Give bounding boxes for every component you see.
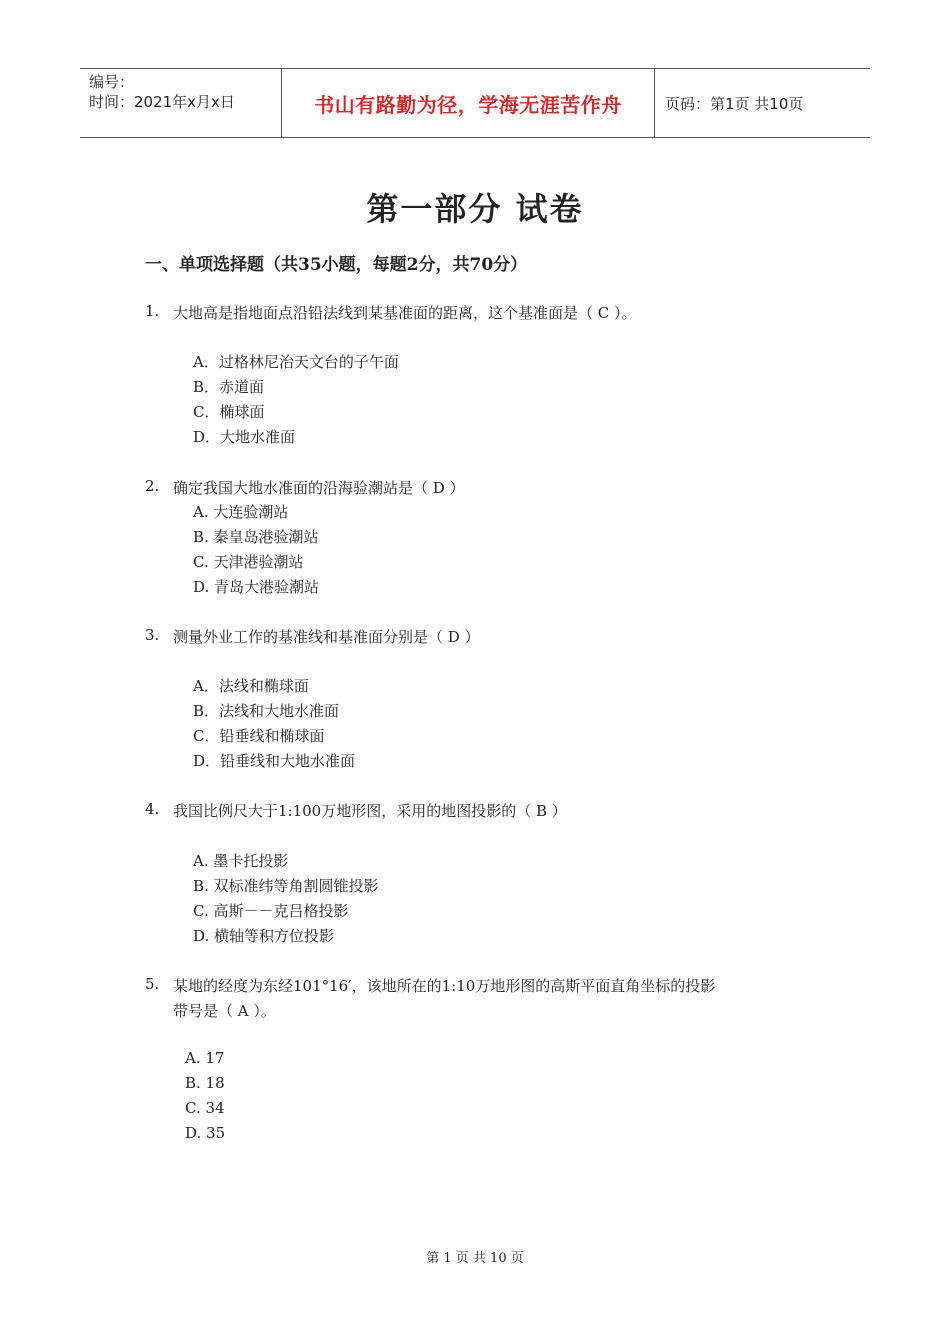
question-text: 测量外业工作的基准线和基准面分别是（ D ）: [173, 628, 480, 646]
option-d: D. 35: [185, 1124, 226, 1142]
question-number: 4.: [145, 800, 160, 818]
page-header: [80, 68, 870, 138]
option-d: D. 横轴等积方位投影: [193, 927, 335, 945]
question-number: 2.: [145, 477, 160, 495]
option-c: C. 34: [185, 1099, 225, 1117]
question-number: 1.: [145, 302, 160, 320]
code-label: 编号：: [89, 73, 135, 91]
option-b: B. 秦皇岛港验潮站: [193, 528, 319, 546]
page-title: 第一部分 试卷: [366, 190, 584, 228]
option-b: B. 18: [185, 1074, 225, 1092]
option-c: C. 天津港验潮站: [193, 553, 304, 571]
option-a: A. 墨卡托投影: [193, 852, 289, 870]
option-c: C．椭球面: [193, 403, 265, 421]
question-number: 3.: [145, 626, 160, 644]
option-c: C. 高斯－－克吕格投影: [193, 902, 349, 920]
option-d: D. 青岛大港验潮站: [193, 578, 320, 596]
section-heading: 一、单项选择题（共35小题，每题2分，共70分）: [145, 255, 528, 275]
question-3: [145, 626, 480, 646]
option-b: B．法线和大地水准面: [193, 702, 340, 720]
page-footer: 第 1 页 共 10 页: [426, 1251, 524, 1266]
header-page-info: 页码：第1页 共10页: [665, 94, 804, 113]
option-c: C．铅垂线和椭球面: [193, 727, 325, 745]
option-b: B. 双标准纬等角割圆锥投影: [193, 877, 379, 895]
question-text: 大地高是指地面点沿铅法线到某基准面的距离，这个基准面是（ C ）。: [173, 304, 637, 322]
question-text-continued: 带号是（ A ）。: [173, 1002, 276, 1020]
question-text: 确定我国大地水准面的沿海验潮站是（ D ）: [173, 479, 465, 497]
question-text: 我国比例尺大于1:100万地形图，采用的地图投影的（ B ）: [173, 802, 567, 820]
question-5: [145, 975, 716, 1020]
option-b: B．赤道面: [193, 378, 265, 396]
header-meta: [80, 69, 282, 137]
question-1: [145, 302, 637, 322]
question-number: 5.: [145, 975, 160, 993]
option-a: A. 大连验潮站: [193, 503, 289, 521]
question-2: [145, 477, 465, 497]
option-a: A．法线和椭球面: [193, 677, 309, 695]
question-text: 某地的经度为东经101°16′，该地所在的1:10万地形图的高斯平面直角坐标的投影: [173, 977, 716, 995]
option-d: D．大地水准面: [193, 428, 296, 446]
option-a: A．过格林尼治天文台的子午面: [193, 353, 399, 371]
question-4: [145, 800, 567, 820]
option-d: D．铅垂线和大地水准面: [193, 752, 356, 770]
time-label: 时间：2021年x月x日: [89, 93, 235, 111]
option-a: A. 17: [185, 1049, 225, 1067]
header-motto: 书山有路勤为径，学海无涯苦作舟: [282, 69, 655, 137]
